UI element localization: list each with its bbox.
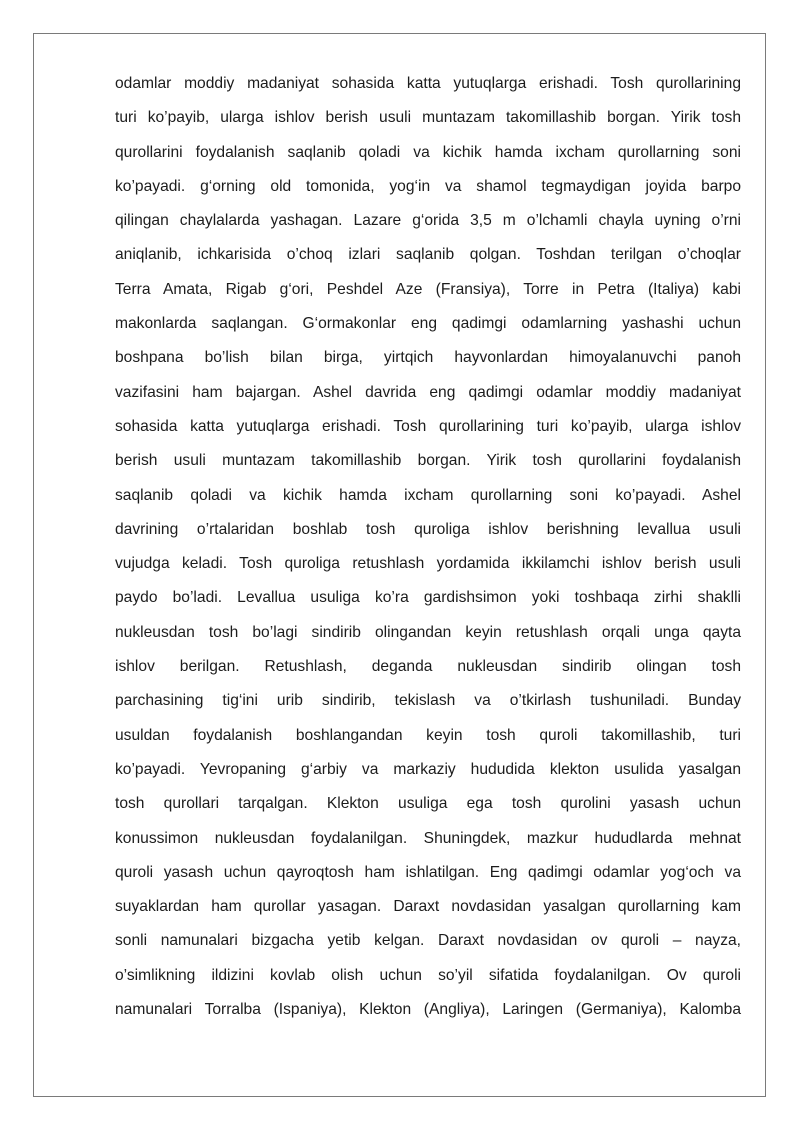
text-line: suyaklardan ham qurollar yasagan. Daraxt novdasidan yasalgan qurollarning kam [115, 898, 741, 916]
text-line: turi ko’payib, ularga ishlov berish usuli muntazam takomillashib borgan. Yirik tosh [115, 109, 741, 127]
text-line: odamlar moddiy madaniyat sohasida katta yutuqlarga erishadi. Tosh qurollarining [115, 75, 741, 92]
text-line: nukleusdan tosh bo’lagi sindirib olingandan keyin retushlash orqali unga qayta [115, 623, 741, 641]
text-line: sonli namunalari bizgacha yetib kelgan. Daraxt novdasidan ov quroli – nayza, [115, 932, 741, 950]
text-line: namunalari Torralba (Ispaniya), Klekton (Angliya), Laringen (Germaniya), Kalomba [115, 1001, 741, 1019]
text-line: berish usuli muntazam takomillashib borgan. Yirik tosh qurollarini foydalanish [115, 452, 741, 470]
text-line: aniqlanib, ichkarisida o’choq izlari saqlanib qolgan. Toshdan terilgan o’choqlar [115, 246, 741, 264]
text-line: ko’payadi. g‘orning old tomonida, yog‘in va shamol tegmaydigan joyida barpo [115, 177, 741, 195]
text-line: qurollarini foydalanish saqlanib qoladi va kichik hamda ixcham qurollarning soni [115, 143, 741, 161]
text-line: Terra Amata, Rigab g‘ori, Peshdel Aze (Fransiya), Torre in Petra (Italiya) kabi [115, 280, 741, 298]
body-paragraph [115, 67, 741, 1027]
text-line: konussimon nukleusdan foydalanilgan. Shuningdek, mazkur hududlarda mehnat [115, 829, 741, 847]
text-line: paydo bo’ladi. Levallua usuliga ko’ra gardishsimon yoki toshbaqa zirhi shaklli [115, 589, 741, 607]
text-line: usuldan foydalanish boshlangandan keyin tosh quroli takomillashib, turi [115, 726, 741, 744]
text-line: qilingan chaylalarda yashagan. Lazare g‘orida 3,5 m o’lchamli chayla uyning o’rni [115, 212, 741, 230]
text-line: sohasida katta yutuqlarga erishadi. Tosh qurollarining turi ko’payib, ularga ishlov [115, 417, 741, 435]
text-line: saqlanib qoladi va kichik hamda ixcham qurollarning soni ko’payadi. Ashel [115, 486, 741, 504]
text-line: boshpana bo’lish bilan birga, yirtqich hayvonlardan himoyalanuvchi panoh [115, 349, 741, 367]
text-line: makonlarda saqlangan. G‘ormakonlar eng qadimgi odamlarning yashashi uchun [115, 315, 741, 333]
text-line: tosh qurollari tarqalgan. Klekton usuliga ega tosh qurolini yasash uchun [115, 795, 741, 813]
text-line: parchasining tig‘ini urib sindirib, tekislash va o’tkirlash tushuniladi. Bunday [115, 692, 741, 710]
text-line: davrining o’rtalaridan boshlab tosh quroliga ishlov berishning levallua usuli [115, 520, 741, 538]
text-line: quroli yasash uchun qayroqtosh ham ishlatilgan. Eng qadimgi odamlar yog‘och va [115, 863, 741, 881]
text-line: ishlov berilgan. Retushlash, deganda nukleusdan sindirib olingan tosh [115, 658, 741, 676]
text-line: vujudga keladi. Tosh quroliga retushlash yordamida ikkilamchi ishlov berish usuli [115, 555, 741, 573]
text-line: o’simlikning ildizini kovlab olish uchun so’yil sifatida foydalanilgan. Ov quroli [115, 966, 741, 984]
text-line: vazifasini ham bajargan. Ashel davrida eng qadimgi odamlar moddiy madaniyat [115, 383, 741, 401]
text-line: ko’payadi. Yevropaning g‘arbiy va markaziy hududida klekton usulida yasalgan [115, 760, 741, 778]
